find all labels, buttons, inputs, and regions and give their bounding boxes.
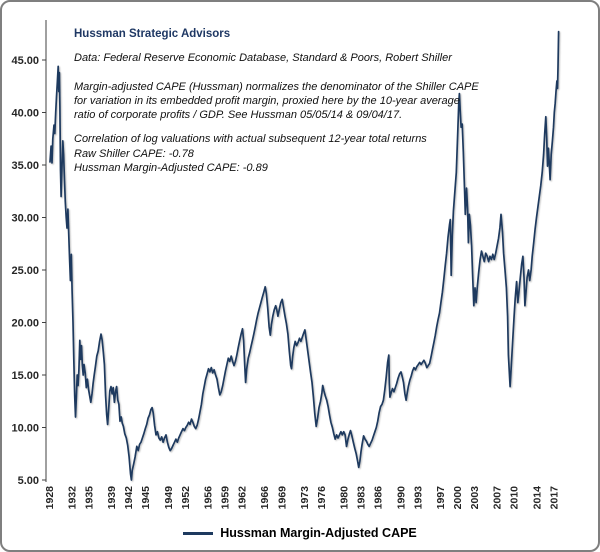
legend-label: Hussman Margin-Adjusted CAPE: [220, 526, 417, 540]
x-axis-label: 2000: [452, 486, 465, 510]
x-axis-label: 2017: [548, 486, 561, 510]
y-axis-label: 40.00: [11, 107, 39, 120]
x-axis-label: 1969: [276, 486, 289, 510]
x-axis-label: 1997: [435, 486, 448, 510]
y-axis-label: 30.00: [11, 212, 39, 225]
x-axis-label: 1949: [162, 486, 175, 510]
correlation-note-line: Correlation of log valuations with actual subsequent 12-year total returns: [74, 133, 427, 145]
y-axis-label: 25.00: [11, 265, 39, 277]
chart-title: Hussman Strategic Advisors: [74, 28, 231, 40]
x-axis-label: 1990: [395, 486, 408, 510]
x-axis-label: 2014: [531, 486, 544, 510]
methodology-note: [74, 80, 479, 122]
y-axis-label: 5.00: [17, 475, 39, 487]
x-axis-label: 1973: [298, 486, 311, 510]
x-axis-label: 1980: [338, 486, 351, 510]
y-axis-label: 45.00: [11, 55, 39, 67]
correlation-note: [74, 132, 427, 176]
legend-line-sample: [183, 532, 213, 535]
correlation-note-line: Hussman Margin-Adjusted CAPE: -0.89: [74, 162, 268, 174]
x-axis-label: 1976: [315, 486, 328, 510]
x-axis-label: 1983: [355, 486, 368, 510]
y-axis-label: 20.00: [11, 317, 39, 330]
legend: [2, 526, 598, 540]
x-axis-label: 1959: [219, 486, 232, 510]
correlation-note-line: Raw Shiller CAPE: -0.78: [74, 147, 194, 160]
data-source-note: Data: Federal Reserve Economic Database, Standard & Poors, Robert Shiller: [74, 52, 452, 64]
y-axis-label: 10.00: [11, 422, 39, 435]
methodology-note-line: ratio of corporate profits / GDP. See Hussman 05/05/14 & 09/04/17.: [74, 109, 403, 121]
x-axis-label: 2010: [508, 486, 521, 510]
x-axis-label: 1956: [202, 486, 215, 510]
y-axis-label: 35.00: [11, 160, 39, 172]
x-axis-label: 1945: [140, 486, 153, 510]
x-axis-label: 1993: [412, 486, 425, 510]
x-axis-label: 1966: [259, 486, 272, 510]
x-axis-label: 1962: [236, 486, 249, 510]
x-axis-label: 1986: [372, 486, 385, 510]
y-axis: [42, 20, 46, 482]
x-axis-label: 1928: [43, 486, 56, 510]
x-axis-label: 1952: [179, 486, 192, 510]
x-axis-label: 1939: [106, 486, 119, 510]
x-axis-label: 1935: [83, 486, 96, 510]
x-axis-label: 1932: [66, 486, 79, 510]
x-axis-label: 1942: [123, 486, 136, 510]
methodology-note-line: Margin-adjusted CAPE (Hussman) normalizes the denominator of the Shiller CAPE: [74, 81, 479, 93]
y-axis-label: 15.00: [11, 370, 39, 382]
x-axis-label: 2003: [469, 486, 482, 510]
x-axis-label: 2007: [491, 486, 504, 510]
methodology-note-line: for variation in its embedded profit margin, proxied here by the 10-year average: [74, 95, 460, 107]
